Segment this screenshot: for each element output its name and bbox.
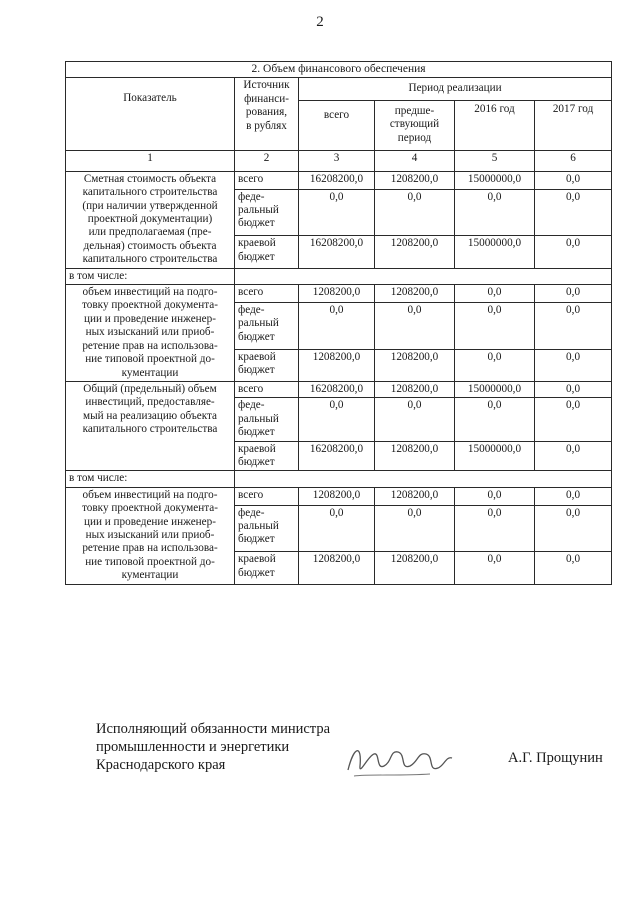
handwritten-signature [340, 736, 460, 786]
amount-cell: 0,0 [535, 398, 612, 441]
funding-source-line: ральный [238, 203, 279, 216]
funding-source [235, 189, 299, 236]
funding-source-line: бюджет [238, 250, 275, 263]
funding-source-line: бюджет [238, 566, 275, 579]
amount-cell: 0,0 [299, 189, 375, 236]
indicator-label-line: или предполагаемая (пре- [88, 226, 212, 239]
amount-cell: 1208200,0 [375, 487, 455, 505]
column-number: 5 [455, 150, 535, 171]
amount-cell: 0,0 [535, 302, 612, 349]
position-line: Краснодарского края [96, 757, 226, 773]
funding-source [235, 441, 299, 471]
amount-cell: 1208200,0 [299, 552, 375, 584]
amount-cell: 0,0 [535, 505, 612, 552]
header-line: предше- [394, 104, 435, 117]
funding-source [235, 236, 299, 268]
column-number: 6 [535, 150, 612, 171]
header-total: всего [299, 100, 375, 150]
header-indicator: Показатель [66, 78, 235, 150]
indicator-label-line: товку проектной документа- [82, 502, 218, 515]
funding-source-line: краевой [238, 553, 276, 566]
indicator-label-line: объем инвестиций на подго- [82, 488, 218, 501]
column-number: 4 [375, 150, 455, 171]
funding-source [235, 381, 299, 397]
column-number: 3 [299, 150, 375, 171]
funding-source [235, 349, 299, 381]
funding-source-line: краевой [238, 442, 276, 455]
funding-source-line: ральный [238, 317, 279, 330]
amount-cell: 0,0 [535, 349, 612, 381]
amount-cell: 0,0 [455, 398, 535, 441]
amount-cell: 0,0 [535, 441, 612, 471]
amount-cell: 0,0 [535, 189, 612, 236]
table-row [66, 487, 612, 505]
amount-cell: 0,0 [299, 398, 375, 441]
amount-cell: 0,0 [455, 302, 535, 349]
indicator-label-line: Общий (предельный) объем [83, 382, 217, 395]
funding-source-line: феде- [238, 303, 265, 316]
header-line: Источник [243, 79, 290, 92]
indicator-label-line: ние типовой проектной до- [85, 555, 215, 568]
financing-table [65, 61, 612, 585]
indicator-label-line: кументации [121, 366, 179, 379]
signature-position [96, 720, 330, 774]
indicator-label [66, 171, 235, 268]
funding-source-line: феде- [238, 190, 265, 203]
header-2017: 2017 год [535, 100, 612, 150]
column-number: 2 [235, 150, 299, 171]
header-previous-period [375, 100, 455, 150]
amount-cell: 15000000,0 [455, 171, 535, 189]
amount-cell: 15000000,0 [455, 441, 535, 471]
funding-source [235, 398, 299, 441]
amount-cell: 1208200,0 [299, 349, 375, 381]
header-2016: 2016 год [455, 100, 535, 150]
funding-source-line: бюджет [238, 455, 275, 468]
subheader-label: в том числе: [66, 268, 235, 284]
funding-source-line: краевой [238, 350, 276, 363]
header-line: финанси- [244, 92, 289, 105]
indicator-label-line: инвестиций, предоставляе- [85, 396, 215, 409]
subheader-label: в том числе: [66, 471, 235, 487]
funding-source-line: всего [238, 382, 264, 395]
subheader-row [66, 268, 612, 284]
amount-cell: 15000000,0 [455, 381, 535, 397]
amount-cell: 0,0 [375, 302, 455, 349]
funding-source [235, 505, 299, 552]
funding-source-line: бюджет [238, 364, 275, 377]
amount-cell: 0,0 [375, 505, 455, 552]
empty-cell [235, 471, 612, 487]
indicator-label [66, 285, 235, 382]
amount-cell: 0,0 [455, 552, 535, 584]
indicator-label-line: кументации [121, 569, 179, 582]
header-row-1 [66, 78, 612, 100]
header-line: ствующий [389, 118, 440, 131]
indicator-label-line: ретение прав на использова- [82, 339, 218, 352]
funding-source-line: бюджет [238, 533, 275, 546]
amount-cell: 16208200,0 [299, 381, 375, 397]
amount-cell: 0,0 [299, 505, 375, 552]
funding-source-line: бюджет [238, 330, 275, 343]
amount-cell: 0,0 [535, 236, 612, 268]
indicator-label-line: дельная) стоимость объекта [83, 239, 217, 252]
indicator-label-line: капитального строительства [82, 423, 218, 436]
header-line: в рублях [246, 119, 287, 132]
table-row [66, 171, 612, 189]
amount-cell: 0,0 [455, 285, 535, 303]
indicator-label-line: Сметная стоимость объекта [83, 172, 217, 185]
funding-source-line: ральный [238, 412, 279, 425]
amount-cell: 1208200,0 [299, 487, 375, 505]
amount-cell: 0,0 [535, 171, 612, 189]
indicator-label-line: объем инвестиций на подго- [82, 286, 218, 299]
indicator-label-line: (при наличии утвержденной [82, 199, 218, 212]
empty-cell [235, 268, 612, 284]
amount-cell: 0,0 [375, 398, 455, 441]
funding-source-line: краевой [238, 237, 276, 250]
amount-cell: 1208200,0 [375, 171, 455, 189]
funding-source [235, 171, 299, 189]
funding-source [235, 302, 299, 349]
table-title: 2. Объем финансового обеспечения [66, 62, 612, 78]
table-title-row [66, 62, 612, 78]
table-row [66, 381, 612, 397]
amount-cell: 0,0 [535, 487, 612, 505]
header-line: период [397, 131, 432, 144]
indicator-label-line: ние типовой проектной до- [85, 353, 215, 366]
amount-cell: 16208200,0 [299, 441, 375, 471]
header-line: рования, [245, 106, 288, 119]
amount-cell: 1208200,0 [375, 236, 455, 268]
funding-source [235, 487, 299, 505]
amount-cell: 1208200,0 [375, 285, 455, 303]
indicator-label-line: ретение прав на использова- [82, 542, 218, 555]
header-source [235, 78, 299, 150]
page-number: 2 [316, 14, 324, 30]
amount-cell: 15000000,0 [455, 236, 535, 268]
amount-cell: 0,0 [535, 285, 612, 303]
indicator-label-line: капитального строительства [82, 186, 218, 199]
position-line: промышленности и энергетики [96, 739, 290, 755]
amount-cell: 0,0 [299, 302, 375, 349]
amount-cell: 0,0 [375, 189, 455, 236]
indicator-label-line: мый на реализацию объекта [82, 409, 217, 422]
amount-cell: 1208200,0 [299, 285, 375, 303]
amount-cell: 1208200,0 [375, 381, 455, 397]
funding-source [235, 552, 299, 584]
indicator-label-line: ных изысканий или приоб- [85, 528, 215, 541]
funding-source-line: ральный [238, 519, 279, 532]
amount-cell: 0,0 [455, 349, 535, 381]
header-period: Период реализации [299, 78, 612, 100]
amount-cell: 0,0 [535, 381, 612, 397]
amount-cell: 1208200,0 [375, 349, 455, 381]
amount-cell: 0,0 [455, 189, 535, 236]
indicator-label [66, 487, 235, 584]
table-row [66, 285, 612, 303]
subheader-row [66, 471, 612, 487]
column-number: 1 [66, 150, 235, 171]
indicator-label-line: проектной документации) [87, 213, 213, 226]
amount-cell: 0,0 [535, 552, 612, 584]
amount-cell: 16208200,0 [299, 236, 375, 268]
indicator-label-line: капитального строительства [82, 253, 218, 266]
indicator-label-line: ции и проведение инженер- [84, 515, 216, 528]
funding-source-line: феде- [238, 399, 265, 412]
indicator-label-line: товку проектной документа- [82, 299, 218, 312]
funding-source-line: феде- [238, 506, 265, 519]
funding-source [235, 285, 299, 303]
amount-cell: 0,0 [455, 505, 535, 552]
funding-source-line: всего [238, 488, 264, 501]
amount-cell: 16208200,0 [299, 171, 375, 189]
funding-source-line: всего [238, 172, 264, 185]
amount-cell: 1208200,0 [375, 552, 455, 584]
signer-name: А.Г. Прощунин [508, 750, 603, 766]
funding-source-line: бюджет [238, 426, 275, 439]
indicator-label-line: ных изысканий или приоб- [85, 326, 215, 339]
indicator-label-line: ции и проведение инженер- [84, 312, 216, 325]
amount-cell: 0,0 [455, 487, 535, 505]
funding-source-line: всего [238, 286, 264, 299]
column-numbers-row [66, 150, 612, 171]
funding-source-line: бюджет [238, 217, 275, 230]
position-line: Исполняющий обязанности министра [96, 721, 331, 737]
indicator-label [66, 381, 235, 470]
amount-cell: 1208200,0 [375, 441, 455, 471]
